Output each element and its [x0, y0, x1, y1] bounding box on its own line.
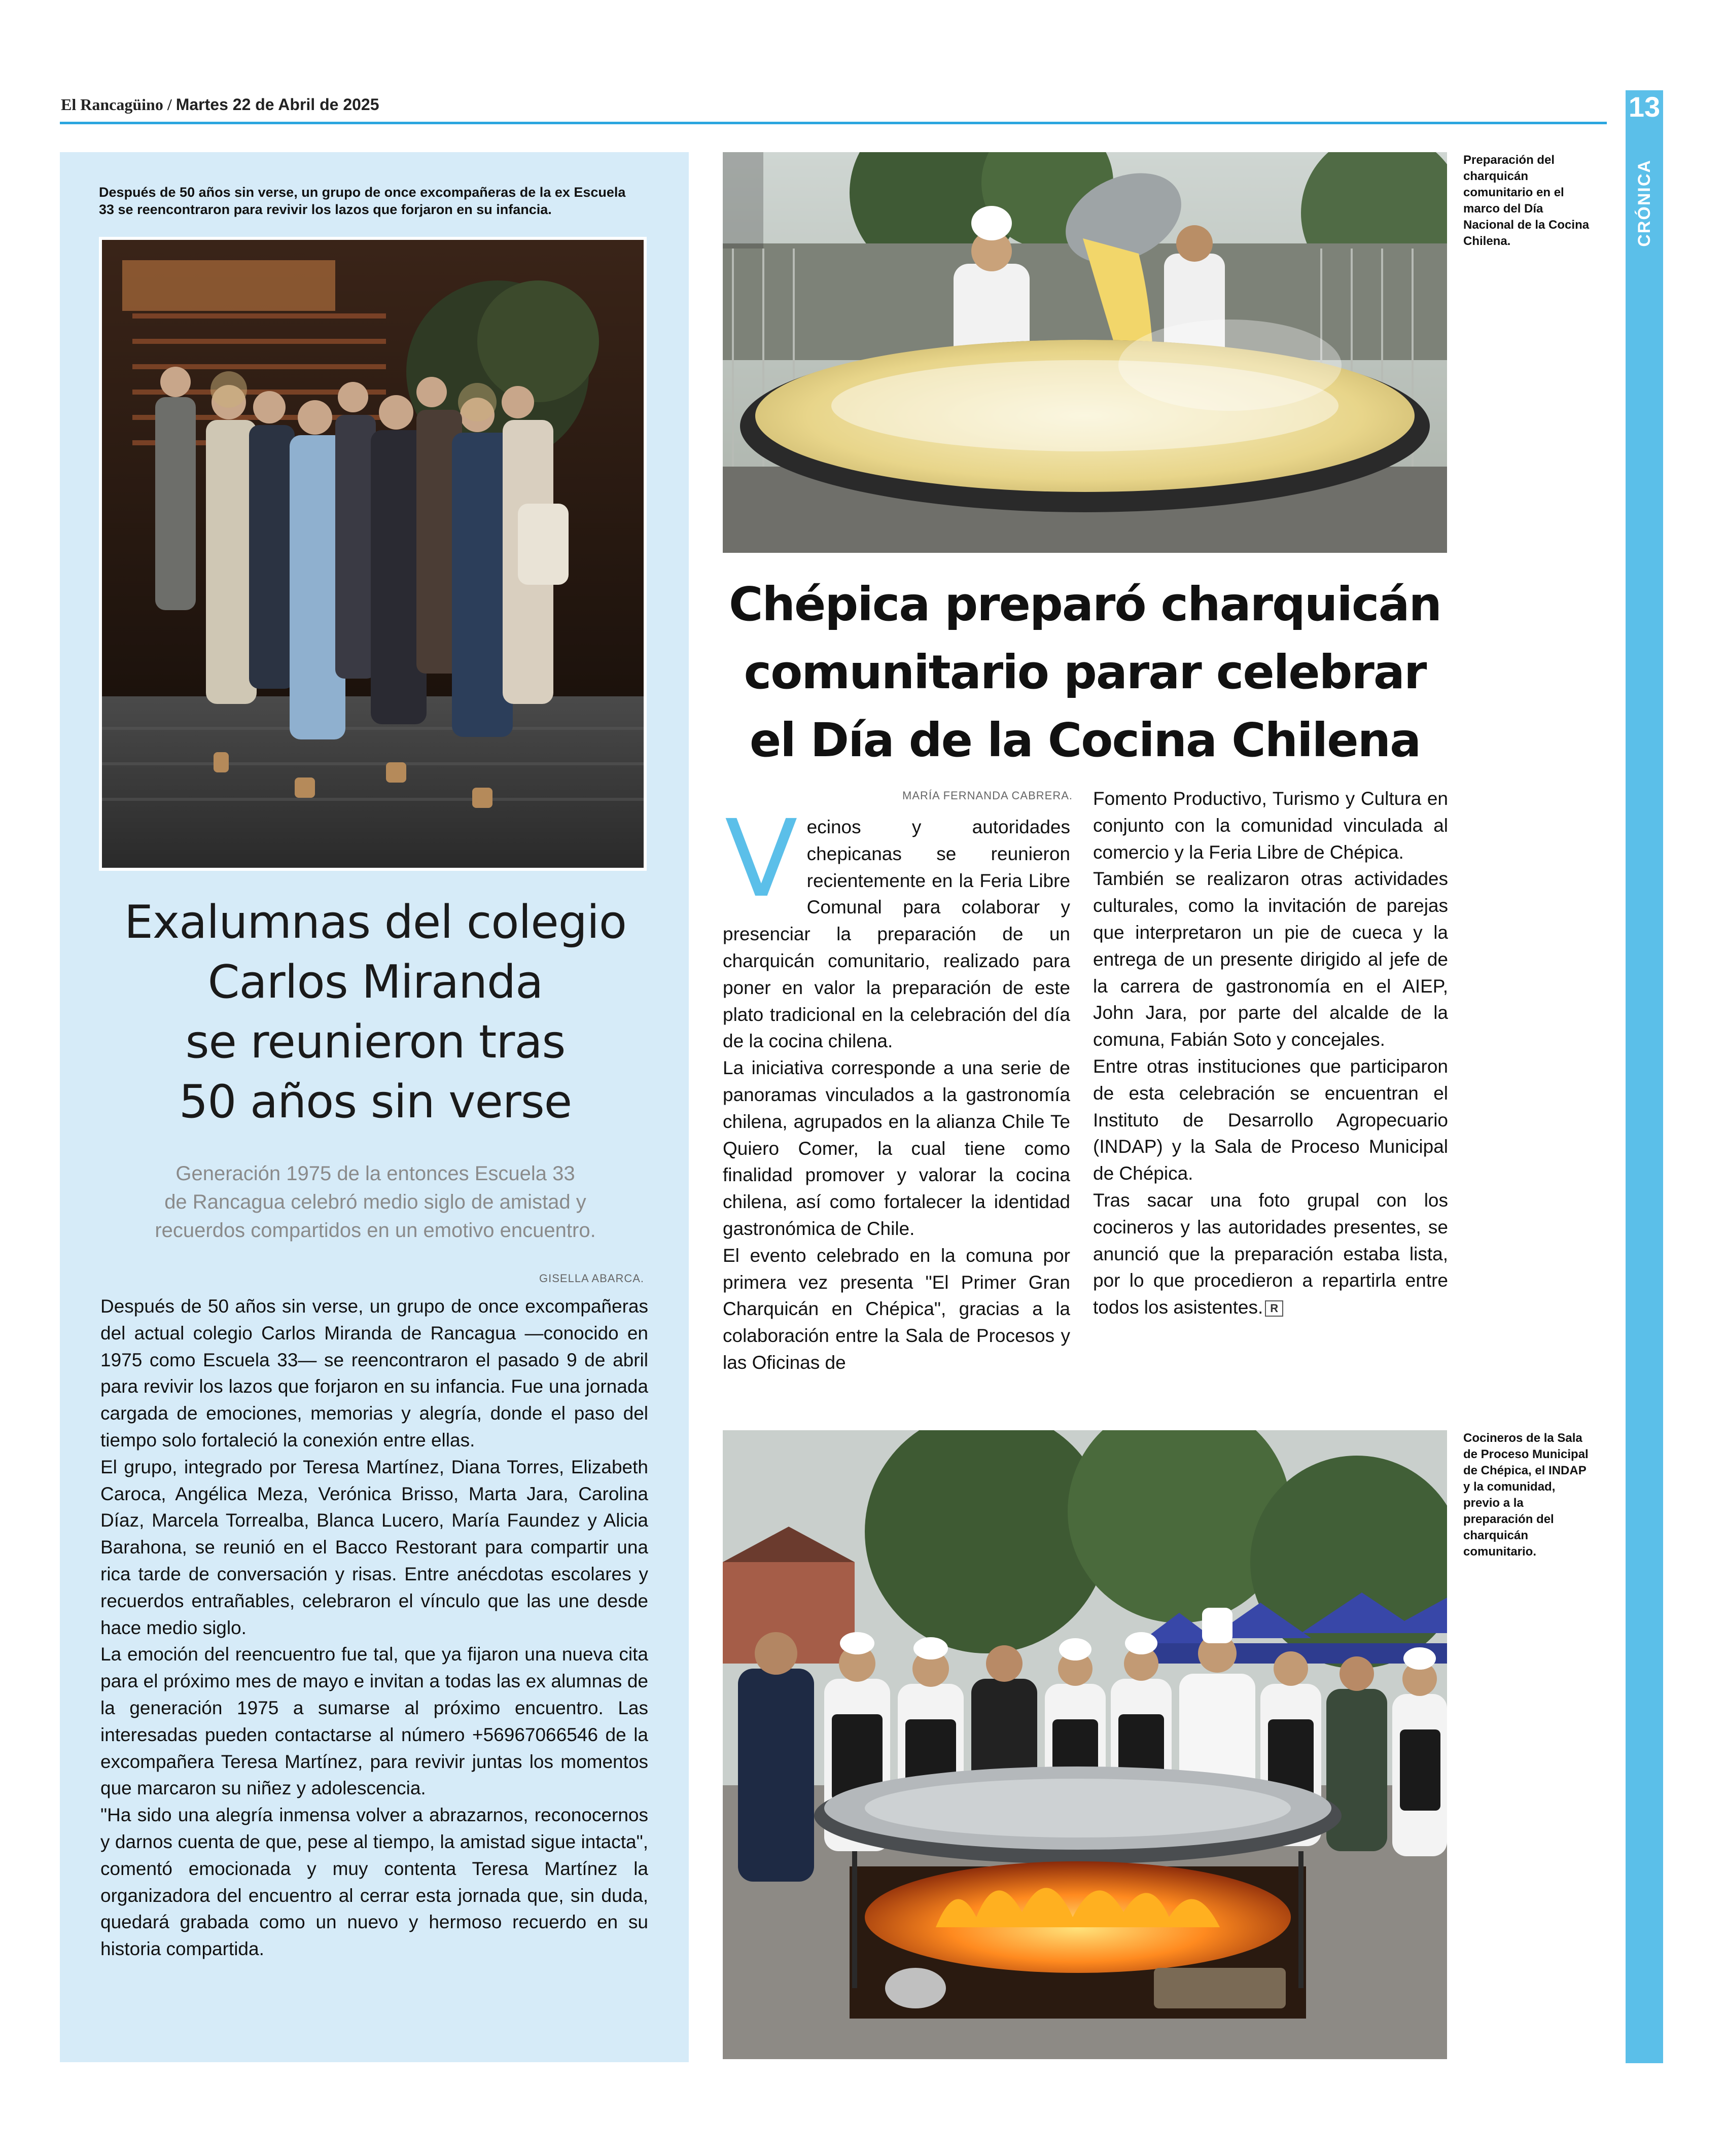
- left-paragraph: El grupo, integrado por Teresa Martínez, Diana Torres, Elizabeth Caroca, Angélica Meza, Verónica Brisso, Marta Jara, Carolina Díaz, Marcela Torrealba, Blanca Lucero, María Faundez y Alicia Barahona, se reunió en el Bacco Restorant para compartir una rica tarde de conversación y risas. Entre anécdotas escolares y recuerdos entrañables, celebraron el vínculo que las une desde hace medio siglo.: [100, 1456, 648, 1638]
- left-headline-line: se reunieron tras: [185, 1015, 566, 1069]
- right-paragraph: También se realizaron otras actividades culturales, como la invitación de parejas que interpretaron un pie de cueca y la entrega de un presente dirigido al jefe de la carrera de gastronomía en el AIEP, John Jara, por parte del alcalde de la comuna, Fabián Soto y concejales.: [1093, 868, 1448, 1050]
- left-headline-line: Exalumnas del colegio: [124, 896, 626, 949]
- left-byline: GISELLA ABARCA.: [539, 1272, 644, 1285]
- cooks-group-photo: [723, 1430, 1447, 2059]
- right-headline: [723, 571, 1447, 774]
- cooks-photo-illustration: [723, 1430, 1447, 2059]
- right-lead-paragraph: [723, 797, 1070, 1055]
- left-deck-line: de Rancagua celebró medio siglo de amistad y: [164, 1191, 586, 1213]
- header-rule: [60, 122, 1607, 124]
- right-column-b: [902, 786, 1448, 1321]
- bottom-photo-caption: Cocineros de la Sala de Proceso Municipal de Chépica, el INDAP y la comunidad, previo a la preparación del charquicán comunitario.: [1463, 1431, 1589, 1559]
- left-deck-line: recuerdos compartidos en un emotivo encuentro.: [155, 1219, 596, 1242]
- charquican-photo-illustration: [723, 152, 1447, 553]
- left-headline-line: 50 años sin verse: [179, 1075, 572, 1128]
- left-paragraph: La emoción del reencuentro fue tal, que ya fijaron una nueva cita para el próximo mes de mayo e invitan a todas las ex alumnas de la generación 1975 a sumarse al próximo encuentro. Las interesadas pueden contactarse al número +56967066546 de la excompañera Teresa Martínez, para revivir juntas los momentos que marcaron su niñez y adolescencia.: [100, 1644, 648, 1799]
- article-end-icon: R: [1265, 1300, 1283, 1317]
- top-photo-caption: Preparación del charquicán comunitario en el marco del Día Nacional de la Cocina Chilena.: [1463, 153, 1590, 248]
- right-paragraph: La iniciativa corresponde a una serie de panoramas vinculados a la gastronomía chilena, agrupados en la alianza Chile Te Quiero Comer, la cual tiene como finalidad promover y valorar la cocina chilena, así como fortalecer la identidad gastronómica de Chile.: [723, 1057, 1070, 1239]
- drop-cap: V: [725, 797, 798, 921]
- right-byline: [809, 786, 1073, 806]
- right-headline-line: Chépica preparó charquicán: [728, 577, 1441, 631]
- section-side-tab: [1626, 90, 1663, 2063]
- page-number: 13: [1628, 91, 1661, 123]
- right-headline-line: el Día de la Cocina Chilena: [749, 713, 1421, 767]
- left-deck: [91, 1159, 659, 1245]
- left-article-body: [100, 1293, 648, 1963]
- left-deck-line: Generación 1975 de la entonces Escuela 33: [175, 1162, 575, 1185]
- right-column-a: [723, 797, 1070, 1376]
- publication-name: El Rancagüino: [61, 95, 163, 114]
- section-label-text: CRÓNICA: [1634, 159, 1654, 247]
- left-headline: [76, 893, 675, 1132]
- reunion-group-photo: [99, 237, 647, 871]
- right-last-paragraph: [1093, 1187, 1448, 1321]
- right-lead-text: ecinos y autoridades chepicanas se reunieron recientemente en la Feria Libre Comunal para colaborar y presenciar la preparación de un charquicán comunitario, realizado para poner en valor la preparación de este plato tradicional en la celebración del día de la cocina chilena.: [723, 817, 1070, 1052]
- reunion-photo-illustration: [102, 240, 644, 868]
- masthead-separator: /: [167, 95, 172, 114]
- right-paragraph: Fomento Productivo, Turismo y Cultura en conjunto con la comunidad vinculada al comercio y la Feria Libre de Chépica.: [1093, 788, 1448, 863]
- masthead: [61, 95, 379, 114]
- left-paragraph: "Ha sido una alegría inmensa volver a abrazarnos, reconocernos y darnos cuenta de que, pese al tiempo, la amistad sigue intacta", comentó emocionada y muy contenta Teresa Martínez la organizadora del encuentro al cerrar esta jornada que, sin duda, quedará grabada como un nuevo y hermoso recuerdo en su historia compartida.: [100, 1805, 648, 1960]
- right-byline-text: MARÍA FERNANDA CABRERA.: [902, 789, 1073, 802]
- left-headline-line: Carlos Miranda: [207, 956, 543, 1009]
- right-last-text: Tras sacar una foto grupal con los cocineros y las autoridades presentes, se anunció que la preparación estaba lista, por lo que procedieron a repartirla entre todos los asistentes.: [1093, 1189, 1448, 1318]
- right-headline-line: comunitario parar celebrar: [744, 645, 1426, 699]
- section-label: [1631, 152, 1658, 254]
- issue-date: Martes 22 de Abril de 2025: [175, 95, 379, 114]
- right-paragraph: Entre otras instituciones que participaron de esta celebración se encuentran el Instituto de Desarrollo Agropecuario (INDAP) y la Sala de Proceso Municipal de Chépica.: [1093, 1055, 1448, 1184]
- right-paragraph: El evento celebrado en la comuna por primera vez presenta "El Primer Gran Charquicán en Chépica", gracias a la colaboración entre la Sala de Procesos y las Oficinas de: [723, 1245, 1070, 1373]
- reunion-photo-caption: Después de 50 años sin verse, un grupo de once excompañeras de la ex Escuela 33 se reencontraron para revivir los lazos que forjaron en su infancia.: [99, 185, 626, 217]
- left-paragraph: Después de 50 años sin verse, un grupo de once excompañeras del actual colegio Carlos Miranda de Rancagua —conocido en 1975 como Escuela 33— se reencontraron el pasado 9 de abril para revivir los lazos que forjaron en su infancia. Fue una jornada cargada de emociones, memorias y alegría, donde el paso del tiempo solo fortaleció la conexión entre ellas.: [100, 1296, 648, 1451]
- charquican-pot-photo: [723, 152, 1447, 553]
